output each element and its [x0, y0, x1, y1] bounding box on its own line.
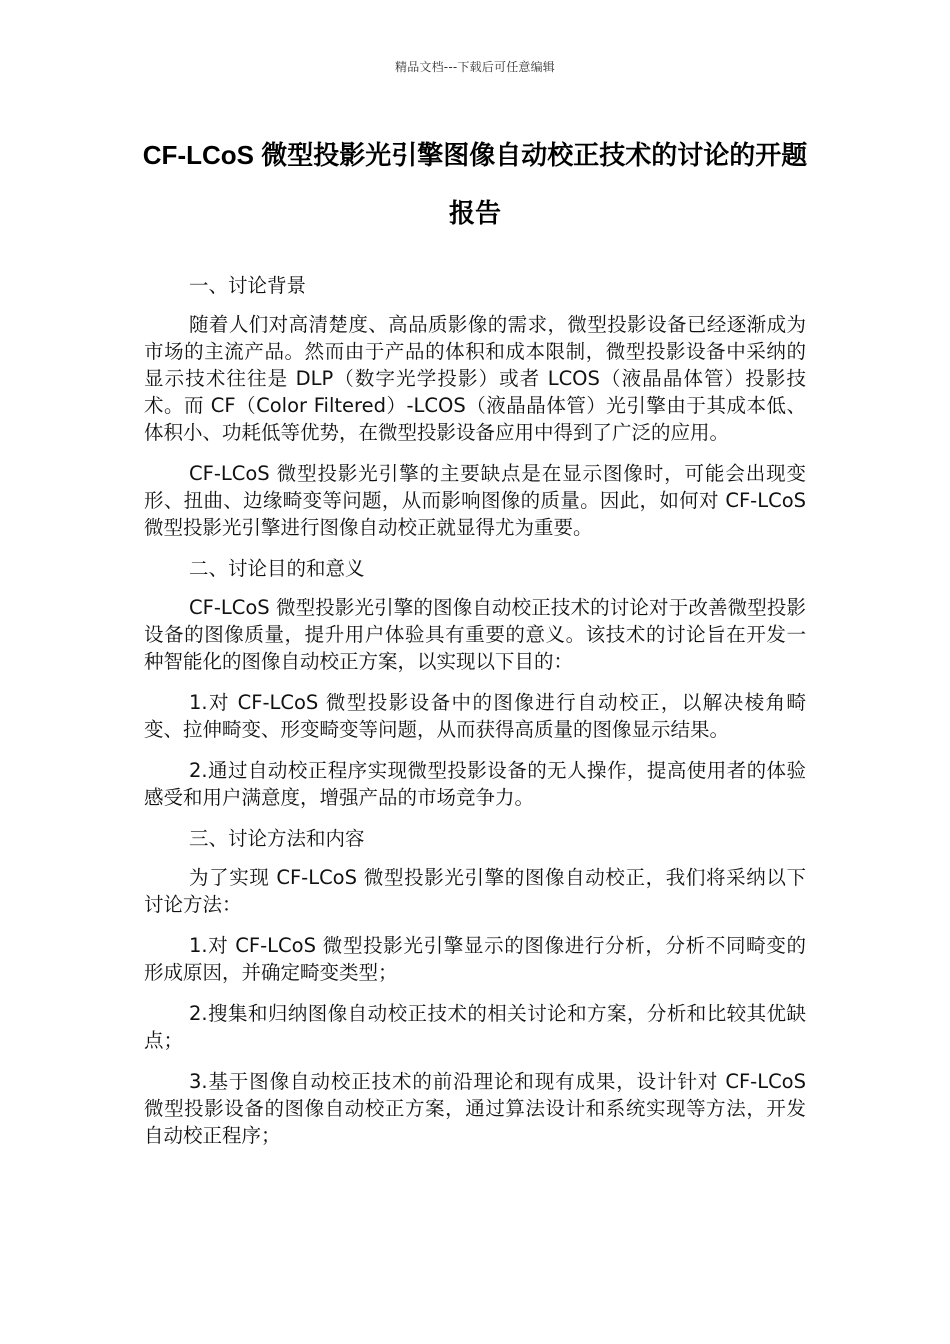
paragraph-purpose-item-2: 2.通过自动校正程序实现微型投影设备的无人操作，提高使用者的体验感受和用户满意度，增强产品的市场竞争力。	[144, 759, 806, 809]
document-title: CF-LCoS 微型投影光引擎图像自动校正技术的讨论的开题报告	[142, 140, 808, 228]
paragraph-methods-item-2: 2.搜集和归纳图像自动校正技术的相关讨论和方案，分析和比较其优缺点；	[144, 1002, 806, 1052]
paragraph-methods-item-1: 1.对 CF-LCoS 微型投影光引擎显示的图像进行分析，分析不同畸变的形成原因，并确定畸变类型；	[144, 934, 806, 984]
paragraph-background-2: CF-LCoS 微型投影光引擎的主要缺点是在显示图像时，可能会出现变形、扭曲、边缘畸变等问题，从而影响图像的质量。因此，如何对 CF-LCoS 微型投影光引擎进行图像自动校正就显得尤为重要。	[144, 462, 806, 539]
header-watermark: 精品文档---下载后可任意编辑	[395, 60, 555, 74]
section-heading-background: 一、讨论背景	[189, 274, 307, 297]
paragraph-methods-item-3: 3.基于图像自动校正技术的前沿理论和现有成果，设计针对 CF-LCoS 微型投影设备的图像自动校正方案，通过算法设计和系统实现等方法，开发自动校正程序；	[144, 1070, 806, 1147]
document-body	[144, 272, 806, 1163]
paragraph-methods-intro: 为了实现 CF-LCoS 微型投影光引擎的图像自动校正，我们将采纳以下讨论方法：	[144, 866, 806, 916]
section-heading-purpose: 二、讨论目的和意义	[189, 557, 365, 580]
section-heading-methods: 三、讨论方法和内容	[189, 827, 365, 850]
paragraph-purpose-item-1: 1.对 CF-LCoS 微型投影设备中的图像进行自动校正，以解决棱角畸变、拉伸畸变、形变畸变等问题，从而获得高质量的图像显示结果。	[144, 691, 806, 741]
paragraph-purpose-intro: CF-LCoS 微型投影光引擎的图像自动校正技术的讨论对于改善微型投影设备的图像质量，提升用户体验具有重要的意义。该技术的讨论旨在开发一种智能化的图像自动校正方案，以实现以下目的：	[144, 596, 806, 673]
paragraph-background-1: 随着人们对高清楚度、高品质影像的需求，微型投影设备已经逐渐成为市场的主流产品。然而由于产品的体积和成本限制，微型投影设备中采纳的显示技术往往是 DLP（数字光学投影）或者 LCOS（液晶晶体管）投影技术。而 CF（Color Filtered）-LCOS（液晶晶体管）光引擎由于其成本低、体积小、功耗低等优势，在微型投影设备应用中得到了广泛的应用。	[144, 313, 806, 444]
